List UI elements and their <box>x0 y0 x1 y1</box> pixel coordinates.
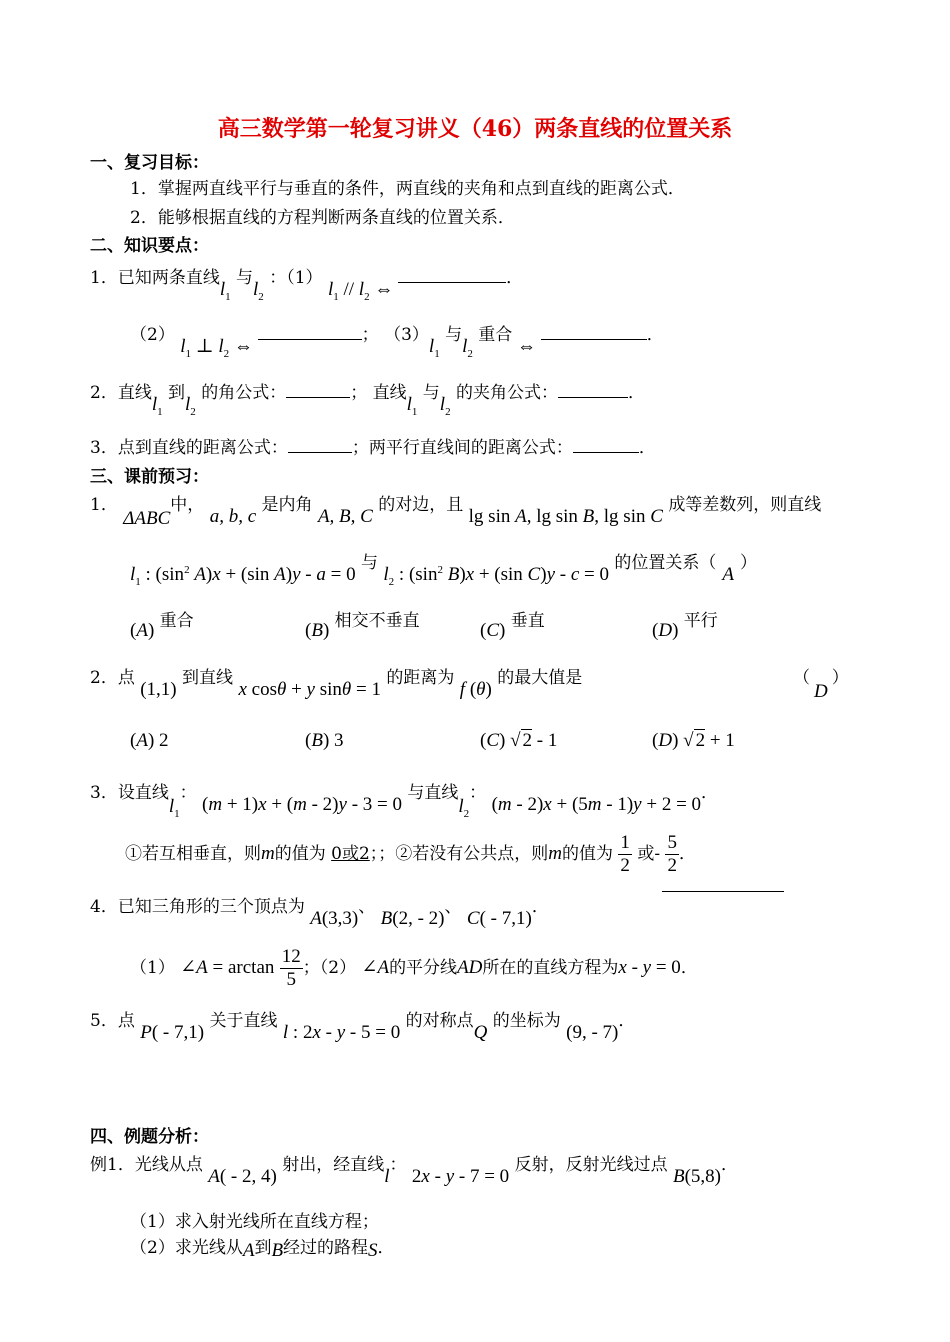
goal-item: 2．能够根据直线的方程判断两条直线的位置关系． <box>130 208 515 228</box>
option-d: (D) √ 2 + 1 <box>652 730 735 751</box>
section-heading-preview: 三、课前预习： <box>90 467 209 487</box>
section-heading-examples: 四、例题分析： <box>90 1127 209 1147</box>
goal-item: 1．掌握两直线平行与垂直的条件，两直线的夹角和点到直线的距离公式． <box>130 179 685 199</box>
option-a: (A) 2 <box>130 730 169 751</box>
section-heading-goals: 一、复习目标： <box>90 153 209 173</box>
preview-question-4: 4．已知三角形的三个顶点为 A(3,3)、 B(2, - 2)、 C( - 7,1)． <box>90 897 549 929</box>
example-1: 例1．光线从点 A( - 2, 4) 射出，经直线l： 2x - y - 7 = 0 反射，反射光线过点 B(5,8)． <box>90 1155 738 1187</box>
knowledge-item-1b: （2） $l_1$ ⊥ $l_2$ ⇔ ； $(3)l_1$ 与$l_2$ 重合 ⇔ ． <box>130 325 664 360</box>
knowledge-item-1: 1．已知两条直线$l_1$ 与$l_2$ ：（1） $l_1 // l_2$ ⇔ ． <box>90 268 524 303</box>
option-b: (B) 相交不垂直 <box>305 611 420 641</box>
answer-q3-1: 0或2 <box>331 844 370 864</box>
preview-question-3-parts: ①若互相垂直，则m的值为 0或2；；②若没有公共点，则m的值为 $\frac{1}{2}$ 或- $\frac{5}{2}$ ． <box>125 832 696 876</box>
answer-q2: （D） <box>793 668 849 702</box>
option-c: (C) √ 2 - 1 <box>480 730 558 751</box>
preview-question-4-parts: （1） ∠A = arctan $\frac{12}{5}$ ；（2） ∠A的平分线AD所在的直线方程为x - y = 0． <box>130 946 698 990</box>
option-d: (D) 平行 <box>652 611 718 641</box>
preview-question-5: 5．点 P( - 7,1) 关于直线 l : 2x - y - 5 = 0 的对称点Q 的坐标为 (9, - 7)． <box>90 1011 636 1043</box>
option-c: (C) 垂直 <box>480 611 545 641</box>
preview-question-1: 1． ΔABC中， a, b, c 是内角 A, B, C 的对边，且 lg sin A, lg sin B, lg sin C 成等差数列，则直线 <box>90 495 822 529</box>
page-title: 高三数学第一轮复习讲义（46）两条直线的位置关系 <box>217 116 733 142</box>
preview-question-2: 2．点 (1,1) 到直线 x cosθ + y sinθ = 1 的距离为 f (θ) 的最大值是 <box>90 668 583 700</box>
knowledge-item-2: 2．直线$l_1$ 到$l_2$ 的角公式： ； 直线$l_1$ 与$l_2$ 的夹角公式： ． <box>90 383 645 418</box>
example-1-part-2: （2）求光线从A到B经过的路程S． <box>130 1238 395 1261</box>
option-a: (A) 重合 <box>130 611 194 641</box>
example-1-part-1: （1）求入射光线所在直线方程； <box>130 1212 379 1232</box>
answer-underline <box>662 891 784 892</box>
knowledge-item-3: 3．点到直线的距离公式： ；两平行直线间的距离公式： ． <box>90 438 656 458</box>
preview-question-1-lines: $l_1$ : ($\sin^2$ A)x + (sin A)y - a = 0 与 $l_2$ : ($\sin^2$ B)x + (sin C)y - c = 0 的位置关系（A） <box>130 553 757 588</box>
option-b: (B) 3 <box>305 730 344 751</box>
section-heading-knowledge: 二、知识要点： <box>90 236 209 256</box>
preview-question-3: 3．设直线$l_1$： (m + 1)x + (m - 2)y - 3 = 0 与直线$l_2$： (m - 2)x + (5m - 1)y + 2 = 0． <box>90 783 719 820</box>
